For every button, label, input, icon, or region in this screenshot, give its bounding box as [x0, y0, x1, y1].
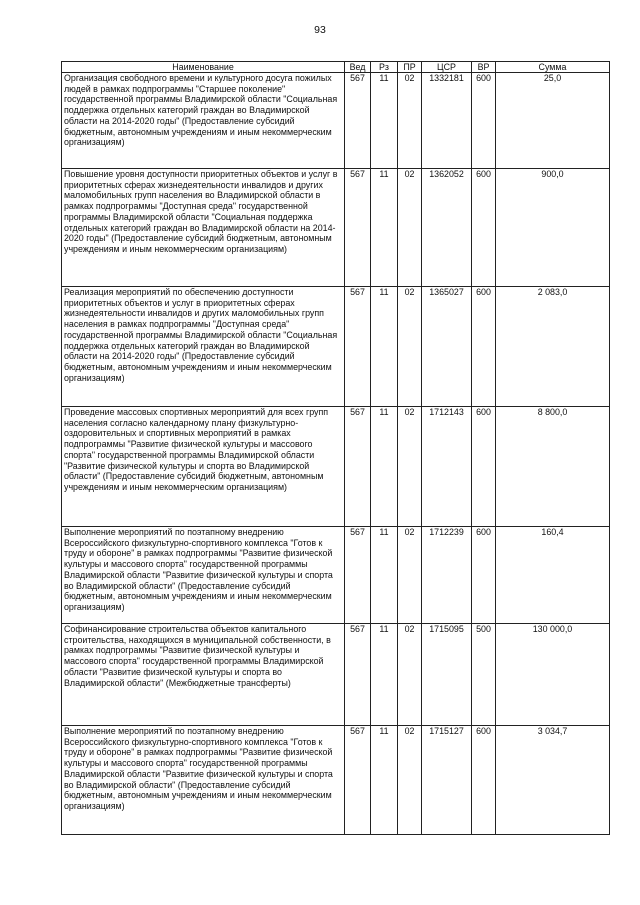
row-ved: 567 — [345, 407, 371, 527]
row-sum: 8 800,0 — [496, 407, 610, 527]
row-csr: 1332181 — [422, 73, 472, 169]
row-pr: 02 — [398, 287, 422, 407]
row-rz: 11 — [371, 407, 398, 527]
row-ved: 567 — [345, 169, 371, 287]
header-sum: Сумма — [496, 62, 610, 73]
row-name: Выполнение мероприятий по поэтапному внедрению Всероссийского физкультурно-спортивного комплекса "Готов к труду и обороне" в рамках подпрограммы "Развитие физической культуры и массового спорта" государственной программы Владимирской области "Развитие физической культуры и спорта во Владимирской области" (Предоставление субсидий бюджетным, автономным учреждениям и иным некоммерческим организациям) — [62, 527, 345, 624]
row-vr: 600 — [472, 407, 496, 527]
row-vr: 600 — [472, 527, 496, 624]
header-csr: ЦСР — [422, 62, 472, 73]
table-header-row — [62, 62, 610, 73]
row-vr: 600 — [472, 169, 496, 287]
row-ved: 567 — [345, 726, 371, 835]
header-ved: Вед — [345, 62, 371, 73]
row-sum: 25,0 — [496, 73, 610, 169]
row-pr: 02 — [398, 169, 422, 287]
row-vr: 600 — [472, 73, 496, 169]
row-csr: 1365027 — [422, 287, 472, 407]
row-rz: 11 — [371, 624, 398, 726]
table-row — [62, 73, 610, 169]
row-name: Проведение массовых спортивных мероприятий для всех групп населения согласно календарному плану физкультурно-оздоровительных и спортивных мероприятий в рамках подпрограммы "Развитие физической культуры и массового спорта" государственной программы Владимирской области "Развитие физической культуры и спорта во Владимирской области" (Предоставление субсидий бюджетным, автономным учреждениям и иным некоммерческим организациям) — [62, 407, 345, 527]
row-ved: 567 — [345, 287, 371, 407]
table-row — [62, 287, 610, 407]
row-name: Организация свободного времени и культурного досуга пожилых людей в рамках подпрограммы "Старшее поколение" государственной программы Владимирской области "Социальная поддержка отдельных категорий граждан во Владимирской области на 2014-2020 годы" (Предоставление субсидий бюджетным, автономным учреждениям и иным некоммерческим организациям) — [62, 73, 345, 169]
header-pr: ПР — [398, 62, 422, 73]
row-pr: 02 — [398, 73, 422, 169]
row-pr: 02 — [398, 624, 422, 726]
table-row — [62, 407, 610, 527]
row-name: Софинансирование строительства объектов капитального строительства, находящихся в муниципальной собственности, в рамках подпрограммы "Развитие физической культуры и массового спорта" государственной программы Владимирской области "Развитие физической культуры и спорта во Владимирской области" (Межбюджетные трансферты) — [62, 624, 345, 726]
row-rz: 11 — [371, 726, 398, 835]
table-row — [62, 624, 610, 726]
row-vr: 500 — [472, 624, 496, 726]
header-vr: ВР — [472, 62, 496, 73]
row-name: Повышение уровня доступности приоритетных объектов и услуг в приоритетных сферах жизнедеятельности инвалидов и других маломобильных групп населения во Владимирской области в рамках подпрограммы "Доступная среда" государственной программы Владимирской области "Социальная поддержка отдельных категорий граждан во Владимирской области на 2014-2020 годы" (Предоставление субсидий бюджетным, автономным учреждениям и иным некоммерческим организациям) — [62, 169, 345, 287]
row-pr: 02 — [398, 407, 422, 527]
row-csr: 1712239 — [422, 527, 472, 624]
row-sum: 2 083,0 — [496, 287, 610, 407]
row-sum: 900,0 — [496, 169, 610, 287]
row-rz: 11 — [371, 527, 398, 624]
table-row — [62, 726, 610, 835]
row-ved: 567 — [345, 527, 371, 624]
row-ved: 567 — [345, 624, 371, 726]
row-vr: 600 — [472, 726, 496, 835]
row-name: Выполнение мероприятий по поэтапному внедрению Всероссийского физкультурно-спортивного комплекса "Готов к труду и обороне" в рамках подпрограммы "Развитие физической культуры и массового спорта" государственной программы Владимирской области "Развитие физической культуры и спорта во Владимирской области" (Предоставление субсидий бюджетным, автономным учреждениям и иным некоммерческим организациям) — [62, 726, 345, 835]
row-sum: 3 034,7 — [496, 726, 610, 835]
table-row — [62, 169, 610, 287]
header-name: Наименование — [62, 62, 345, 73]
row-pr: 02 — [398, 527, 422, 624]
header-rz: Рз — [371, 62, 398, 73]
row-rz: 11 — [371, 287, 398, 407]
row-csr: 1715095 — [422, 624, 472, 726]
row-vr: 600 — [472, 287, 496, 407]
row-csr: 1362052 — [422, 169, 472, 287]
table-row — [62, 527, 610, 624]
row-ved: 567 — [345, 73, 371, 169]
row-name: Реализация мероприятий по обеспечению доступности приоритетных объектов и услуг в приоритетных сферах жизнедеятельности инвалидов и других маломобильных групп населения в рамках подпрограммы "Доступная среда" государственной программы Владимирской области "Социальная поддержка отдельных категорий граждан во Владимирской области на 2014-2020 годы" (Предоставление субсидий бюджетным, автономным учреждениям и иным некоммерческим организациям) — [62, 287, 345, 407]
row-csr: 1715127 — [422, 726, 472, 835]
row-pr: 02 — [398, 726, 422, 835]
row-rz: 11 — [371, 169, 398, 287]
row-csr: 1712143 — [422, 407, 472, 527]
row-rz: 11 — [371, 73, 398, 169]
row-sum: 130 000,0 — [496, 624, 610, 726]
page-number: 93 — [314, 24, 326, 36]
budget-table — [61, 61, 610, 835]
row-sum: 160,4 — [496, 527, 610, 624]
